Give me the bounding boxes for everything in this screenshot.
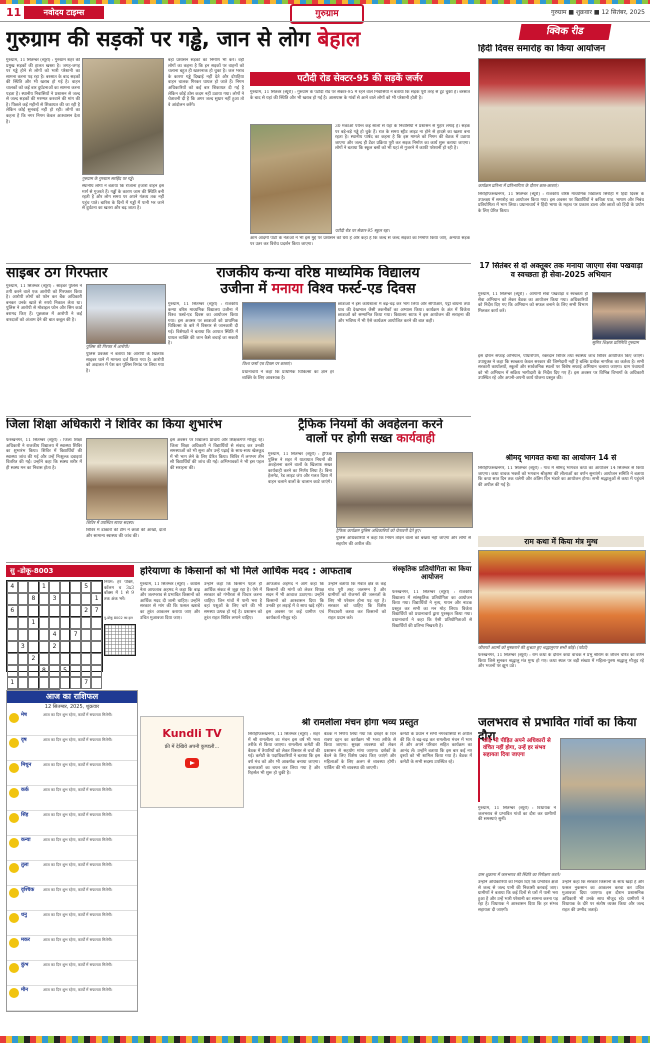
quick-read-tag: क्विक रीड [519, 24, 612, 40]
ramleela-body-col3: कमेटी के प्रधान ने सभी नगरवासियों से अपील की कि वे बढ़-चढ़ कर रामलीला मंचन में भाग लें और अपने परिवार सहित कार्यक्रम का आनंद लें। उन्होंने बताया कि इस बार कई नए दृश्यों को भी शामिल किया गया है। बैठक में कमेटी के सभी सदस्य उपस्थित रहे। [400, 732, 472, 765]
pakhwada-body-col2: इस दौरान सफाई अभियान, पौधारोपण, रक्तदान शिविर तथा स्वास्थ्य जांच शिविर आयोजित किए जाएंगे। उपायुक्त ने कहा कि स्वच्छता केवल सरकार की जिम्मेदारी नहीं है बल्कि प्रत्येक नागरिक का कर्तव्य है। सभी सरकारी कार्यालयों, स्कूलों और सार्वजनिक स्थलों पर विशेष सफाई अभियान चलाया जाएगा। ग्राम पंचायतों को भी अभियान में सक्रिय भागीदारी के निर्देश दिए गए हैं। इस अवसर पर विभिन्न विभागों के अधिकारी उपस्थित रहे और अपनी-अपनी कार्य योजना प्रस्तुत की। [478, 354, 644, 382]
sanskritik-body: फरुखनगर, 11 सितम्बर (ब्यूरो) : राजकीय विद्यालय में सांस्कृतिक प्रतियोगिता का आयोजन किया गया। विद्यार्थियों ने नृत्य, गायन और नाटक प्रस्तुत कर सभी का मन मोह लिया। विजेता विद्यार्थियों को प्रधानाचार्य द्वारा पुरस्कृत किया गया। प्रधानाचार्य ने कहा कि ऐसी प्रतियोगिताओं से विद्यार्थियों की प्रतिभा निखरती है। [392, 590, 472, 629]
sudoku-cell[interactable] [70, 593, 81, 605]
sudoku-cell[interactable]: 5 [60, 665, 71, 677]
sector95-photo [250, 124, 332, 234]
sudoku-cell[interactable] [28, 641, 39, 653]
cyber-body-col2: पुलिस प्रवक्ता ने बताया कि आरोपी के खिलाफ साइबर थाने में मामला दर्ज किया गया है। आरोपी को अदालत में पेश कर पुलिस रिमांड पर लिया गया है। [86, 352, 164, 374]
zodiac-icon [9, 863, 19, 873]
haryana-headline: हरियाणा के किसानों को भी मिले आर्थिक मदद : आफताब [140, 566, 352, 577]
rashi-item [7, 936, 137, 961]
rashi-text: आज का दिन शुभ रहेगा, कार्यों में सफलता मिलेगी। [43, 762, 113, 767]
rashi-text: आज का दिन शुभ रहेगा, कार्यों में सफलता मिलेगी। [43, 812, 113, 817]
sudoku-cell[interactable]: 5 [81, 581, 92, 593]
cyber-body-col1: गुरुग्राम, 11 सितम्बर (ब्यूरो) : साइबर पुलिस ने ठगी करने वाले एक आरोपी को गिरफ्तार किया है। आरोपी लोगों को फोन कर बैंक अधिकारी बनकर उनके खाते से रुपये निकाल लेता था। पुलिस ने आरोपी से मोबाइल फोन और सिम कार्ड बरामद किए हैं। पूछताछ में आरोपी ने कई वारदातों को अंजाम देने की बात कबूल की है। [6, 284, 82, 323]
rashi-name: मिथुन [21, 762, 32, 768]
sudoku-cell[interactable] [60, 653, 71, 665]
sudoku-solution-label: पु-डोकू 8002 का हल [104, 616, 133, 620]
ram-headline: राम कथा में किया मंत्र मुग्ध [524, 537, 598, 546]
sudoku-cell[interactable]: 7 [91, 605, 102, 617]
rashi-text: आज का दिन शुभ रहेगा, कार्यों में सफलता मिलेगी। [43, 862, 113, 867]
lead-headline: गुरुग्राम की सड़कों पर गड्ढे, जान से लोग बेहाल [6, 27, 361, 51]
sudoku-cell[interactable]: 3 [49, 593, 60, 605]
jal-headline: जलभराव से प्रभावित गांवों का किया दौरा [478, 716, 637, 743]
sudoku-cell[interactable] [81, 593, 92, 605]
youtube-icon [185, 758, 199, 768]
sudoku-cell[interactable]: 8 [28, 593, 39, 605]
rashi-name: कुंभ [21, 962, 29, 968]
sudoku-title-bar [6, 565, 134, 577]
rashi-text: आज का दिन शुभ रहेगा, कार्यों में सफलता मिलेगी। [43, 737, 113, 742]
traffic-photo [336, 452, 473, 528]
sudoku-cell[interactable] [81, 641, 92, 653]
rashi-item [7, 961, 137, 986]
sudoku-cell[interactable] [49, 581, 60, 593]
rashi-name: मीन [21, 987, 29, 993]
rashi-item [7, 986, 137, 1011]
rashi-text: आज का दिन शुभ रहेगा, कार्यों में सफलता मिलेगी। [43, 937, 113, 942]
sudoku-cell[interactable] [91, 617, 102, 629]
section-label: गुरुग्राम [290, 4, 364, 24]
pakhwada-body-col1: गुरुग्राम, 11 सितम्बर (ब्यूरो) : आगामी सेवा पखवाड़ा व स्वच्छता ही सेवा अभियान को लेकर बैठक का आयोजन किया गया। अधिकारियों को निर्देश दिए गए कि अभियान को सफल बनाने के लिए सभी विभाग मिलकर कार्य करें। [478, 292, 588, 314]
sudoku-cell[interactable] [7, 641, 18, 653]
kundli-ad[interactable] [140, 716, 244, 808]
dm-photo [86, 438, 168, 520]
zodiac-icon [9, 988, 19, 998]
sudoku-cell[interactable] [18, 653, 29, 665]
cyber-headline: साइबर ठग गिरफ्तार [6, 265, 108, 281]
ramleela-body-col1: सिरोहीफरुखनगर, 11 सितम्बर (ब्यूरो) : शहर में श्री रामलीला का मंचन इस वर्ष भी भव्य तरीके से किया जाएगा। रामलीला कमेटी की बैठक में तैयारियों को लेकर विस्तार से चर्चा की गई। कमेटी के पदाधिकारियों ने बताया कि इस वर्ष मंच को और भी आकर्षक बनाया जाएगा। कलाकारों का चयन कर लिया गया है और रिहर्सल भी शुरू हो चुकी है। [248, 732, 320, 777]
rashifal-date: 12 सितम्बर, 2025, शुक्रवार [44, 704, 100, 710]
zodiac-icon [9, 788, 19, 798]
sudoku-cell[interactable] [70, 617, 81, 629]
rashi-name: सिंह [21, 812, 29, 818]
sudoku-cell[interactable] [49, 677, 60, 689]
haryana-body-col1: गुरुग्राम, 11 सितम्बर (ब्यूरो) : कांग्रेस नेता आफताब अहमद ने कहा कि बाढ़ और जलभराव से प्रभावित किसानों को आर्थिक मदद दी जानी चाहिए। उन्होंने सरकार से मांग की कि फसल खराबे का तुरंत आकलन कराया जाए और उचित मुआवजा दिया जाए। [140, 582, 200, 621]
dateline: गुरुग्राम ■ शुक्रवार ■ 12 सितंबर, 2025 [550, 9, 645, 16]
pakhwada-photo [592, 292, 646, 340]
dm-body-col2: शिविर में डॉक्टरों की टीम ने छात्रों की आंखों, दांतों और सामान्य स्वास्थ्य की जांच की। [86, 528, 166, 539]
sudoku-cell[interactable] [28, 605, 39, 617]
zodiac-icon [9, 738, 19, 748]
sudoku-cell[interactable]: 2 [49, 641, 60, 653]
haryana-body-col2: उन्होंने कहा कि किसान पहले ही आर्थिक संकट से जूझ रहा है। ऐसे में सरकार को गंभीरता से विचार करना चाहिए। जिन गांवों में पानी भरा है वहां पशुओं के लिए चारे की भी समस्या उत्पन्न हो गई है। प्रशासन को तुरंत राहत शिविर लगाने चाहिए। [204, 582, 262, 621]
rashi-name: कर्क [21, 787, 29, 793]
sudoku-cell[interactable]: 1 [7, 677, 18, 689]
ram-caption: जीवन्तो आत्मों को मुस्कराने की शुभ्रता हुए श्रद्धालुगण सभी कोई। (फोटो) [478, 645, 588, 650]
rashi-item [7, 711, 137, 736]
sudoku-cell[interactable] [60, 641, 71, 653]
sudoku-cell[interactable] [18, 617, 29, 629]
sector95-caption: पटौदी रोड पर सेक्टर-95 स्कूल रहा। [335, 228, 390, 233]
zodiac-icon [9, 888, 19, 898]
sudoku-cell[interactable] [28, 677, 39, 689]
sudoku-cell[interactable]: 4 [7, 581, 18, 593]
sudoku-cell[interactable] [18, 605, 29, 617]
sudoku-cell[interactable] [49, 653, 60, 665]
rashi-name: वृश्चिक [21, 887, 35, 893]
rashi-item [7, 761, 137, 786]
jal-body-col3: उन्होंने कहा कि सरकार किसानों के साथ खड़ी है और फसल नुकसान का आकलन करवा कर उचित मुआवजा दिया जाएगा। इस दौरान प्रशासनिक अधिकारी भी उनके साथ मौजूद रहे। ग्रामीणों ने विधायक के दौरे पर संतोष व्यक्त किया और जल्द राहत की उम्मीद जताई। [562, 880, 644, 913]
dm-caption: शिविर में उपस्थित स्टाफ सदस्य। [86, 520, 135, 525]
quick-read-body: सिरोहीफरुखनगर, 11 सितम्बर (ब्यूरो) : राजकीय वरिष्ठ माध्यमिक विद्यालय सिरोही में हिंदी दिवस के उपलक्ष्य में समारोह का आयोजन किया गया। इस अवसर पर विद्यार्थियों ने कविता पाठ, भाषण और निबंध प्रतियोगिता में भाग लिया। प्रधानाचार्य ने हिंदी भाषा के महत्व पर प्रकाश डाला और छात्रों को हिंदी के प्रयोग के लिए प्रेरित किया। [478, 192, 644, 214]
sudoku-solution-grid [104, 624, 136, 656]
rashi-text: आज का दिन शुभ रहेगा, कार्यों में सफलता मिलेगी। [43, 987, 113, 992]
sudoku-cell[interactable] [60, 593, 71, 605]
sudoku-cell[interactable] [70, 641, 81, 653]
rashi-text: आज का दिन शुभ रहेगा, कार्यों में सफलता मिलेगी। [43, 962, 113, 967]
rashifal-title: आज का राशिफल [7, 691, 137, 703]
rashi-item [7, 786, 137, 811]
zodiac-icon [9, 913, 19, 923]
rashi-name: मेष [21, 712, 27, 718]
sudoku-rules: नियम: हर पंक्ति, कॉलम व 3x3 बॉक्स में 1 से 9 तक अंक भरें। [104, 580, 134, 602]
sudoku-cell[interactable] [70, 677, 81, 689]
jal-photo [560, 738, 646, 870]
sudoku-cell[interactable] [7, 653, 18, 665]
sudoku-cell[interactable] [81, 629, 92, 641]
sudoku-cell[interactable] [70, 581, 81, 593]
sudoku-cell[interactable] [7, 617, 18, 629]
sudoku-cell[interactable] [60, 677, 71, 689]
sudoku-cell[interactable] [81, 617, 92, 629]
sector95-body: गुरुग्राम, 11 सितंबर (ब्यूरो) : गुरुग्राम के पटौदी रोड पर सेक्टर-95 में रहने वाले निवासियों ने बताया कि सड़कें पूरी तरह से टूट चुकी हैं। बरसात के बाद से यहां की स्थिति और भी खराब हो गई है। आसपास के गांवों से आने वाले लोगों को भी परेशानी होती है। [250, 90, 470, 101]
rashi-name: धनु [21, 912, 27, 918]
sudoku-cell[interactable] [91, 641, 102, 653]
jal-caption: ग्राम शुक्राना में जलभराव की स्थिति का निरीक्षण करते। [478, 872, 561, 877]
sudoku-cell[interactable] [49, 605, 60, 617]
masthead [0, 0, 650, 22]
zodiac-icon [9, 838, 19, 848]
sudoku-cell[interactable] [39, 593, 50, 605]
lead-body-col3: बहा प्रशासन सड़कों का निर्माण भी करे। वहीं लोगों का कहना है कि इन सड़कों पर वाहनों को चलाना बहुत ही खतरनाक हो चुका है। जल भराव के कारण गड्ढे दिखाई नहीं देते और दोपहिया वाहन चालक गिरकर घायल हो जाते हैं। निगम अधिकारियों को कई बार शिकायत दी गई है लेकिन कोई ठोस कदम नहीं उठाया गया। लोगों ने चेतावनी दी है कि अगर जल्द सुधार नहीं हुआ तो वे आंदोलन करेंगे। [168, 58, 244, 108]
sudoku-cell[interactable] [39, 641, 50, 653]
school-body-col2: प्रधानाचार्य ने कहा कि प्राथमिक चिकित्सा का ज्ञान हर व्यक्ति के लिए आवश्यक है। [242, 370, 334, 381]
traffic-body-col1: गुरुग्राम, 11 सितम्बर (ब्यूरो) : ट्रैफिक पुलिस ने शहर में यातायात नियमों की अवहेलना करने वालों के खिलाफ सख्त कार्यवाही करने का निर्णय लिया है। बिना हेलमेट, रेड लाइट जंप और गलत दिशा में वाहन चलाने वालों के चालान काटे जाएंगे। [268, 452, 332, 485]
sudoku-cell[interactable] [28, 581, 39, 593]
zodiac-icon [9, 963, 19, 973]
rashi-name: मकर [21, 937, 30, 943]
lead-body-col1: गुरुग्राम, 11 सितम्बर (ब्यूरो) : गुरुग्राम शहर की प्रमुख सड़कों की हालत खस्ता है। जगह-जगह पर गड्ढे होने से लोगों को भारी परेशानी का सामना करना पड़ रहा है। बरसात के बाद सड़कों की स्थिति और भी खराब हो गई है। वाहन चालकों को कई बार दुर्घटनाओं का सामना करना पड़ता है। स्थानीय निवासियों ने प्रशासन से जल्द से जल्द सड़कों की मरम्मत करवाने की मांग की है। पिछले कई महीनों से शिकायत की जा रही है लेकिन कोई सुनवाई नहीं हो रही। लोगों का कहना है कि नगर निगम केवल आश्वासन देता है। [6, 58, 80, 125]
sudoku-cell[interactable]: 2 [28, 653, 39, 665]
dm-body-col1: फरुखनगर, 11 सितम्बर (ब्यूरो) : जिला शिक्षा अधिकारी ने राजकीय विद्यालय में स्वास्थ्य शिविर का शुभारंभ किया। शिविर में विद्यार्थियों की स्वास्थ्य जांच की गई और उन्हें निःशुल्क दवाइयां वितरित की गईं। उन्होंने कहा कि स्वस्थ शरीर में ही स्वस्थ मन का निवास होता है। [6, 438, 82, 471]
sudoku-cell[interactable]: 7 [81, 677, 92, 689]
rashi-text: आज का दिन शुभ रहेगा, कार्यों में सफलता मिलेगी। [43, 887, 113, 892]
paper-name: नवोदय टाइम्स [24, 6, 104, 19]
sudoku-cell[interactable] [7, 665, 18, 677]
sudoku-cell[interactable] [28, 629, 39, 641]
kundli-line: फ्री में देखिये अपनी कुण्डली... [164, 744, 220, 750]
sudoku-cell[interactable] [39, 629, 50, 641]
sanskritik-headline: संस्कृतिक प्रतियोगिता का किया आयोजन [392, 565, 472, 582]
school-photo [242, 302, 336, 360]
sudoku-cell[interactable] [18, 665, 29, 677]
sudoku-cell[interactable] [39, 653, 50, 665]
sudoku-cell[interactable] [18, 629, 29, 641]
school-headline: राजकीय कन्या वरिष्ठ माध्यमिक विद्यालय उजीना में मनाया विश्व फर्स्ट-एड दिवस [216, 265, 420, 298]
sudoku-cell[interactable] [7, 629, 18, 641]
school-body-col3: छात्राओं ने इस कार्यशाला में बढ़-चढ़ कर भाग लिया और सीपीआर, पट्टी बांधना तथा घाव की देखभाल जैसी तकनीकों का अभ्यास किया। कार्यक्रम के अंत में विजेता छात्राओं को सम्मानित किया गया। विद्यालय स्टाफ ने इस आयोजन की सराहना की और भविष्य में भी ऐसे कार्यक्रम आयोजित करने की बात कही। [338, 302, 470, 324]
rashi-text: आज का दिन शुभ रहेगा, कार्यों में सफलता मिलेगी। [43, 712, 113, 717]
sudoku-cell[interactable] [18, 677, 29, 689]
sudoku-cell[interactable] [81, 653, 92, 665]
traffic-body-col2: पुलिस अधिकारियों ने कहा कि नियम तोड़ने वालों को बख्शा नहीं जाएगा और लोगों से सहयोग की अपील की। [336, 536, 471, 547]
jal-body-col2: उन्होंने अधिकारियों को निर्देश दिए कि प्रभावित क्षेत्रों से जल्द से जल्द पानी की निकासी करवाई जाए। ग्रामीणों ने बताया कि कई दिनों से घरों में पानी भरा हुआ है और उन्हें भारी परेशानी का सामना करना पड़ रहा है। विधायक ने आश्वासन दिया कि हर संभव सहायता दी जाएगी। [478, 880, 558, 913]
rashifal-list [7, 711, 137, 1011]
haryana-body-col3: आफताब अहमद ने आगे कहा कि किसानों की मांगों को लेकर विपक्ष सदन में भी आवाज उठाएगा। उन्होंने किसानों को आश्वासन दिया कि उनकी हर लड़ाई में वे साथ खड़े रहेंगे। इस अवसर पर कई ग्रामीण एवं कार्यकर्ता मौजूद रहे। [266, 582, 324, 621]
rashi-item [7, 836, 137, 861]
quick-read-photo [478, 58, 646, 182]
rashifal-box [6, 690, 138, 1012]
sudoku-cell[interactable] [70, 665, 81, 677]
sudoku-cell[interactable] [60, 581, 71, 593]
zodiac-icon [9, 763, 19, 773]
page-number: 11 [6, 6, 22, 19]
bhagwat-headline: श्रीमद् भागवत कथा का आयोजन 14 से [505, 454, 617, 462]
sudoku-cell[interactable] [91, 677, 102, 689]
rashi-item [7, 886, 137, 911]
sudoku-cell[interactable] [70, 653, 81, 665]
rashi-name: वृष [21, 737, 27, 743]
sudoku-cell[interactable] [70, 605, 81, 617]
rashi-text: आज का दिन शुभ रहेगा, कार्यों में सफलता मिलेगी। [43, 787, 113, 792]
sudoku-cell[interactable] [49, 617, 60, 629]
sudoku-cell[interactable] [60, 617, 71, 629]
lead-body-col2: स्थानीय लोगों ने बताया कि रोजाना हजारों वाहन इस मार्ग से गुजरते हैं। गड्ढों के कारण जाम की स्थिति बनी रहती है और लोग समय पर अपने गंतव्य तक नहीं पहुंच पाते। बारिश के दिनों में गड्ढों में पानी भर जाने से दुर्घटना का खतरा और बढ़ जाता है। [82, 184, 164, 212]
sector95-body2: 30 मकाओं पर्यन्त कई सालों से यहां के निवासियों ने प्रशासन से गुहार लगाई है। सड़क पर बड़े-बड़े गड्ढे हो चुके हैं। रात के समय स्ट्रीट लाइट ना होने से हादसे का खतरा बना रहता है। स्थानीय पार्षद का कहना है कि इस मामले को निगम की बैठक में उठाया जाएगा और जल्द ही टेंडर प्रक्रिया पूरी कर सड़क निर्माण का कार्य शुरू कराया जाएगा। लोगों ने बताया कि स्कूल बसों को भी यहां से गुजरने में काफी परेशानी हो रही है। [335, 124, 470, 152]
sudoku-cell[interactable] [60, 629, 71, 641]
ramleela-headline: श्री रामलीला मंचन होगा भव्य प्रस्तुत [301, 718, 419, 728]
sudoku-cell[interactable]: 6 [7, 605, 18, 617]
sudoku-cell[interactable] [39, 677, 50, 689]
sub-banner: पटौदी रोड सेक्टर-95 की सड़कें जर्जर [250, 72, 470, 86]
rashi-text: आज का दिन शुभ रहेगा, कार्यों में सफलता मिलेगी। [43, 912, 113, 917]
ram-photo [478, 550, 646, 644]
school-caption: विश्व फर्स्ट एड दिवस पर छात्राएं। [242, 361, 292, 366]
sudoku-cell[interactable] [91, 629, 102, 641]
sudoku-cell[interactable] [91, 581, 102, 593]
zodiac-icon [9, 713, 19, 723]
sudoku-cell[interactable]: 7 [70, 629, 81, 641]
lead-photo [82, 58, 164, 175]
rashi-name: तुला [21, 862, 29, 868]
sudoku-grid[interactable] [6, 580, 103, 686]
jal-body-col1: गुरुग्राम, 11 सितम्बर (ब्यूरो) : विधायक ने जलभराव से प्रभावित गांवों का दौरा कर ग्रामीणों की समस्याएं सुनीं। [478, 806, 556, 823]
cyber-photo [86, 284, 166, 344]
rashi-item [7, 861, 137, 886]
sudoku-cell[interactable] [49, 665, 60, 677]
sudoku-cell[interactable]: 1 [91, 593, 102, 605]
sudoku-cell[interactable] [39, 605, 50, 617]
sudoku-cell[interactable] [7, 593, 18, 605]
zodiac-icon [9, 813, 19, 823]
dm-headline: जिला शिक्षा अधिकारी ने शिविर का किया शुभारंभ [6, 418, 222, 431]
sudoku-cell[interactable]: 8 [39, 665, 50, 677]
bhagwat-body: सिरोहीफरुखनगर, 11 सितम्बर (ब्यूरो) : गांव में श्रीमद् भागवत कथा का आयोजन 14 सितम्बर से किया जाएगा। कथा वाचक भक्तों को भगवान श्रीकृष्ण की लीलाओं का वर्णन सुनाएंगे। आयोजन समिति ने बताया कि कथा सात दिन तक चलेगी और अंतिम दिन भंडारे का आयोजन होगा। सभी श्रद्धालुओं से कथा में पहुंचने की अपील की गई है। [478, 466, 644, 488]
pakhwada-headline: 17 सितंबर से दो अक्तूबर तक मनाया जाएगा सेवा पखवाड़ा व स्वच्छता ही सेवा-2025 अभियान [479, 262, 643, 279]
rashi-name: कन्या [21, 837, 31, 843]
rashi-item [7, 811, 137, 836]
haryana-body-col4: उन्होंने बताया कि मेवात क्षेत्र के कई गांव पूरी तरह जलमग्न हैं और ग्रामीणों को रोजमर्रा की जरूरतों के लिए भी परेशान होना पड़ रहा है। सरकार को चाहिए कि विशेष गिरदावरी करवा कर किसानों को राहत प्रदान करे। [328, 582, 386, 621]
sudoku-cell[interactable]: 3 [18, 641, 29, 653]
quick-read-headline: हिंदी दिवस समारोह का किया आयोजन [478, 44, 606, 54]
jal-quote: कोई भी पीड़ित अपने अधिकारों से वंचित नहीं होगा, उन्हें हर संभव सहायता दिया जाएगा [478, 738, 559, 802]
sudoku-cell[interactable] [18, 581, 29, 593]
dm-body-col3: इस अवसर पर विद्यालय प्राचार्य और शिक्षकगण मौजूद रहे। जिला शिक्षा अधिकारी ने विद्यार्थियों से संवाद कर उनकी समस्याओं को भी सुना और उन्हें पढ़ाई के साथ-साथ खेलकूद में भी भाग लेने के लिए प्रेरित किया। शिविर में लगभग तीन सौ विद्यार्थियों की जांच की गई। अभिभावकों ने भी इस पहल की सराहना की। [170, 438, 264, 471]
cyber-caption: पुलिस की गिरफ्त में आरोपी। [86, 344, 130, 349]
sudoku-cell[interactable] [18, 593, 29, 605]
rashi-text: आज का दिन शुभ रहेगा, कार्यों में सफलता मिलेगी। [43, 837, 113, 842]
quick-read-caption: कार्यक्रम प्रतिभा में प्रतिभागिता के दौरान छात्र-छात्राएं। [478, 183, 559, 188]
ram-headline-bar [478, 536, 644, 547]
kundli-brand: Kundli TV [162, 727, 222, 740]
school-body-col1: गुरुग्राम, 11 सितम्बर (ब्यूरो) : राजकीय कन्या वरिष्ठ माध्यमिक विद्यालय उजीना में विश्व फर्स्ट-एड दिवस का आयोजन किया गया। इस अवसर पर छात्राओं को प्राथमिक चिकित्सा के बारे में विस्तार से जानकारी दी गई। विशेषज्ञों ने बताया कि आपात स्थिति में घायल व्यक्ति की जान कैसे बचाई जा सकती है। [168, 302, 238, 347]
ramleela-body-col2: बैठक में निर्णय लिया गया कि दशहरे के दिन रावण दहन का कार्यक्रम भी भव्य तरीके से किया जाएगा। सुरक्षा व्यवस्था को लेकर प्रशासन से सहयोग मांगा जाएगा। दर्शकों के बैठने के लिए विशेष प्रबंध किए जाएंगे और महिलाओं के लिए अलग से व्यवस्था होगी। पार्किंग की भी व्यवस्था की जाएगी। [324, 732, 396, 771]
zodiac-icon [9, 938, 19, 948]
sudoku-cell[interactable] [60, 605, 71, 617]
sudoku-cell[interactable]: 2 [81, 605, 92, 617]
sudoku-cell[interactable] [91, 665, 102, 677]
rashi-item [7, 736, 137, 761]
sudoku-cell[interactable] [91, 653, 102, 665]
pakhwada-photo-caption: सुमित शिक्षक प्रतिनिधि गुरुग्राम [592, 340, 639, 345]
lead-photo-caption: गुरुग्राम के गुरुग्राम सरहिंद पर गड्ढे। [82, 176, 134, 181]
sudoku-cell[interactable]: 4 [49, 629, 60, 641]
sudoku-cell[interactable] [81, 665, 92, 677]
footer-strip [0, 1036, 650, 1043]
traffic-headline: ट्रैफिक नियमों की अवहेलना करने वालों पर होगी सख्त कार्यवाही [298, 418, 443, 445]
sudoku-cell[interactable]: 1 [28, 617, 39, 629]
sector95-body3: आम आदमी पार्टी के नेताओं ने भी इस मुद्दे पर प्रशासन को घेरा है और कहा है कि जल्द से जल्द सड़कों का निर्माण किया जाए, अन्यथा सड़क पर उतर कर विरोध प्रदर्शन किया जाएगा। [250, 236, 470, 247]
traffic-caption: ट्रैफिक कार्यक्रम पुलिस अधिकारियों को चेतावनी देते हुए। [336, 528, 421, 533]
sudoku-cell[interactable] [28, 665, 39, 677]
sudoku-cell[interactable]: 1 [39, 581, 50, 593]
rashi-item [7, 911, 137, 936]
sudoku-title: सु -डोकू-8003 [10, 567, 54, 575]
sudoku-cell[interactable] [39, 617, 50, 629]
ram-body: फरुखनगर, 11 सितम्बर (ब्यूरो) : राम कथा के दौरान कथा वाचक ने प्रभु श्रीराम के जीवन चरित्र का वर्णन किया जिसे सुनकर श्रद्धालु मंत्र मुग्ध हो गए। कथा स्थल पर बड़ी संख्या में महिला-पुरुष श्रद्धालु मौजूद रहे और भजनों पर झूम उठे। [478, 653, 644, 670]
